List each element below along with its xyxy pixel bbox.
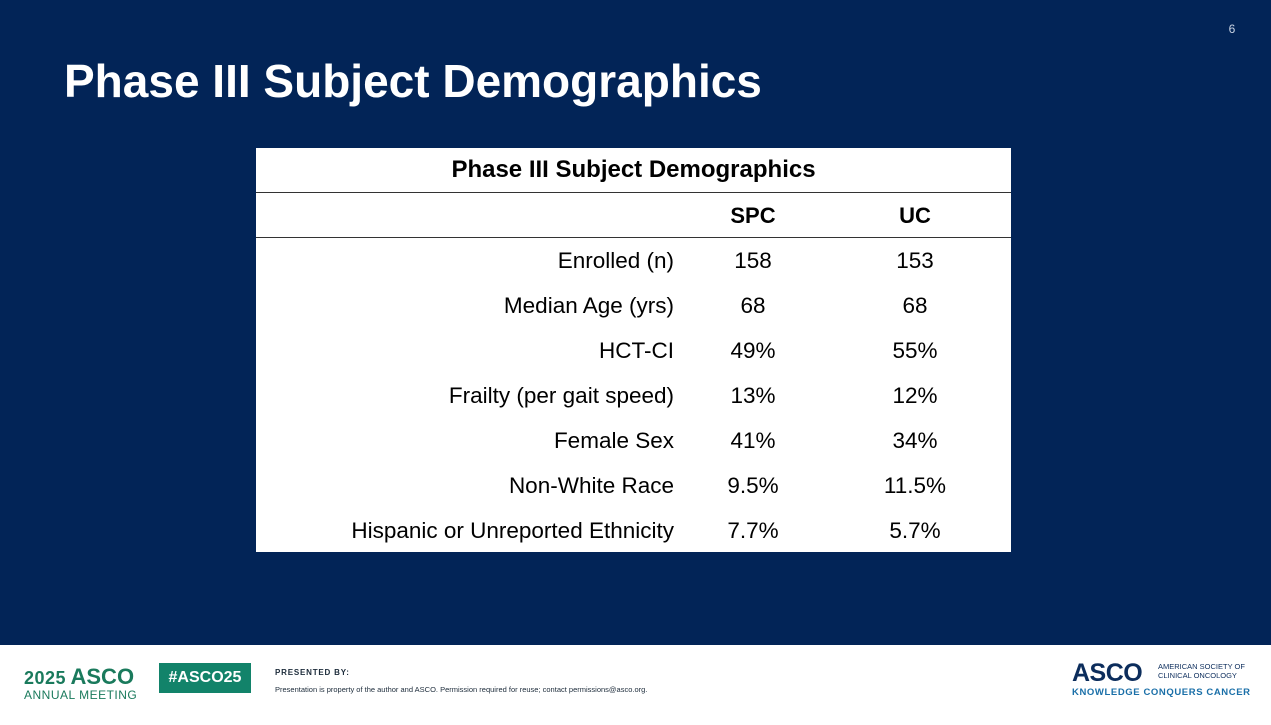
slide-number: 6	[1228, 22, 1236, 36]
row-label: Non-White Race	[508, 473, 674, 498]
meeting-year: 2025	[24, 668, 67, 688]
spc-value: 158	[734, 248, 772, 273]
row-label: Hispanic or Unreported Ethnicity	[351, 518, 674, 543]
asco-logo	[1072, 659, 1252, 699]
spc-value: 68	[740, 293, 766, 318]
spc-value: 9.5%	[727, 473, 779, 498]
table-row	[256, 463, 1011, 508]
asco-society-name	[1158, 662, 1258, 680]
table-row	[256, 328, 1011, 373]
table-row	[256, 373, 1011, 418]
footer-bar	[0, 645, 1271, 725]
spc-value: 7.7%	[727, 518, 779, 543]
uc-value: 34%	[892, 428, 938, 453]
table-caption: Phase III Subject Demographics	[451, 156, 816, 183]
table-body	[256, 238, 1011, 553]
table-row	[256, 283, 1011, 328]
table-row	[256, 508, 1011, 553]
uc-value: 153	[896, 248, 934, 273]
asco-tagline: KNOWLEDGE CONQUERS CANCER	[1072, 687, 1251, 698]
uc-value: 11.5%	[883, 473, 947, 498]
row-label: Frailty (per gait speed)	[448, 383, 674, 408]
society-name-line-2: CLINICAL ONCOLOGY	[1158, 671, 1237, 680]
hashtag-badge: #ASCO25	[159, 663, 251, 693]
slide-title: Phase III Subject Demographics	[64, 55, 762, 107]
table-row	[256, 238, 1011, 283]
meeting-subtitle: ANNUAL MEETING	[24, 688, 138, 702]
row-label: Enrolled (n)	[557, 248, 674, 273]
table-row	[256, 418, 1011, 463]
asco-wordmark: ASCO	[1072, 659, 1143, 687]
uc-value: 55%	[892, 338, 938, 363]
annual-meeting-logo	[24, 664, 137, 702]
row-label: Female Sex	[553, 428, 674, 453]
uc-value: 5.7%	[889, 518, 941, 543]
column-header-uc: UC	[899, 203, 931, 228]
column-header-spc: SPC	[730, 203, 776, 228]
copyright-disclaimer: Presentation is property of the author and ASCO. Permission required for reuse; contact permissions@asco.org.	[275, 685, 648, 694]
society-name-line-1: AMERICAN SOCIETY OF	[1158, 662, 1245, 671]
presented-by-label: PRESENTED BY:	[275, 668, 350, 677]
spc-value: 49%	[730, 338, 776, 363]
demographics-table	[256, 148, 1011, 552]
uc-value: 12%	[892, 383, 938, 408]
meeting-name: ASCO	[70, 664, 135, 689]
spc-value: 13%	[730, 383, 776, 408]
row-label: Median Age (yrs)	[503, 293, 674, 318]
table-top-rule	[256, 192, 1011, 193]
spc-value: 41%	[730, 428, 776, 453]
row-label: HCT-CI	[599, 338, 674, 363]
uc-value: 68	[902, 293, 928, 318]
